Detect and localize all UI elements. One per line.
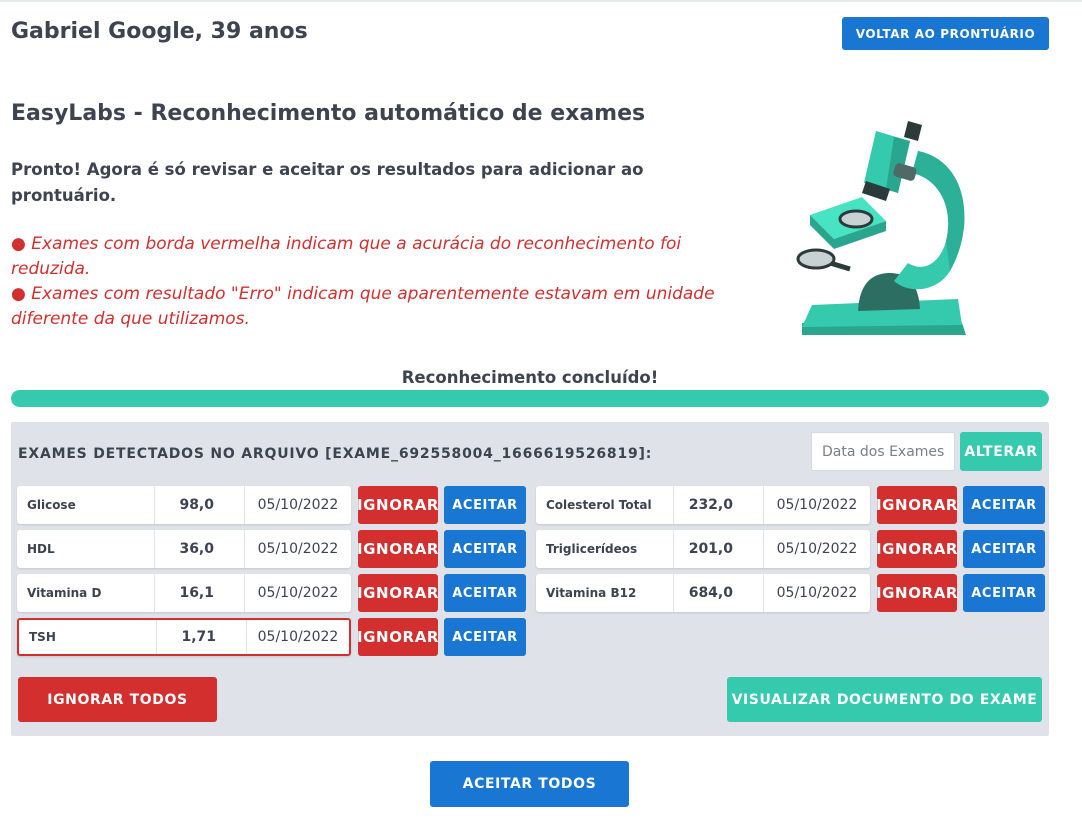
ignore-button[interactable]: IGNORAR (358, 574, 438, 612)
exam-date[interactable]: 05/10/2022 (257, 541, 339, 557)
accept-button[interactable]: ACEITAR (963, 486, 1045, 524)
exam-value[interactable]: 98,0 (155, 486, 245, 524)
exam-row-vitamina-b12 (536, 574, 1046, 612)
exam-card (536, 530, 870, 568)
exam-date-input[interactable] (811, 432, 955, 471)
exam-card (17, 574, 351, 612)
exam-row-tsh (17, 618, 527, 656)
ignore-button[interactable]: IGNORAR (358, 486, 438, 524)
exam-value[interactable]: 36,0 (155, 530, 245, 568)
page-subtitle: Pronto! Agora é só revisar e aceitar os resultados para adicionar ao prontuário. (11, 160, 644, 205)
change-date-button[interactable]: ALTERAR (960, 432, 1042, 471)
accept-button[interactable]: ACEITAR (444, 486, 526, 524)
exam-row-glicose (17, 486, 527, 524)
ignore-button[interactable]: IGNORAR (877, 530, 957, 568)
exam-date[interactable]: 05/10/2022 (257, 629, 339, 645)
exam-row-hdl (17, 530, 527, 568)
exam-name: Glicose (17, 486, 155, 524)
exam-date[interactable]: 05/10/2022 (776, 497, 858, 513)
top-divider (0, 0, 1082, 2)
progress-status: Reconhecimento concluído! (401, 368, 659, 387)
view-document-button[interactable]: VISUALIZAR DOCUMENTO DO EXAME (727, 677, 1042, 722)
accept-all-button[interactable]: ACEITAR TODOS (430, 761, 629, 807)
exam-name: Triglicerídeos (536, 530, 674, 568)
exam-card (536, 486, 870, 524)
exam-row-vitamina-d (17, 574, 527, 612)
detected-exams-panel (11, 422, 1049, 736)
exam-value[interactable]: 1,71 (157, 620, 247, 654)
page-title: EasyLabs - Reconhecimento automático de exames (11, 101, 646, 126)
exam-name: Vitamina D (17, 574, 155, 612)
ignore-all-button[interactable]: IGNORAR TODOS (18, 677, 217, 722)
exam-name: Colesterol Total (536, 486, 674, 524)
accept-button[interactable]: ACEITAR (444, 618, 526, 656)
patient-title: Gabriel Google, 39 anos (11, 19, 308, 44)
exam-date[interactable]: 05/10/2022 (257, 497, 339, 513)
exam-value[interactable]: 16,1 (155, 574, 245, 612)
exam-value[interactable]: 232,0 (674, 486, 764, 524)
exam-row-colesterol-total (536, 486, 1046, 524)
exam-value[interactable]: 201,0 (674, 530, 764, 568)
exam-date[interactable]: 05/10/2022 (776, 585, 858, 601)
note-red-border: ● Exames com borda vermelha indicam que a acurácia do reconhecimento foi reduzida. (11, 234, 682, 279)
ignore-button[interactable]: IGNORAR (877, 574, 957, 612)
back-to-record-button[interactable]: VOLTAR AO PRONTUÁRIO (842, 17, 1049, 50)
exam-name: HDL (17, 530, 155, 568)
exam-date[interactable]: 05/10/2022 (776, 541, 858, 557)
exam-card (17, 486, 351, 524)
ignore-button[interactable]: IGNORAR (358, 618, 438, 656)
microscope-icon (790, 113, 970, 343)
notes (11, 232, 731, 332)
exam-name: TSH (19, 620, 157, 654)
exam-card (17, 530, 351, 568)
ignore-button[interactable]: IGNORAR (877, 486, 957, 524)
exam-name: Vitamina B12 (536, 574, 674, 612)
exam-date[interactable]: 05/10/2022 (257, 585, 339, 601)
accept-button[interactable]: ACEITAR (963, 574, 1045, 612)
progress-bar (11, 390, 1049, 407)
note-error-result: ● Exames com resultado "Erro" indicam que aparentemente estavam em unidade diferente da que utilizamos. (11, 284, 715, 329)
accept-button[interactable]: ACEITAR (963, 530, 1045, 568)
exam-row-triglicerideos (536, 530, 1046, 568)
progress-fill (11, 390, 1049, 407)
panel-title: EXAMES DETECTADOS NO ARQUIVO [EXAME_692558004_1666619526819]: (18, 446, 653, 462)
exam-value[interactable]: 684,0 (674, 574, 764, 612)
accept-button[interactable]: ACEITAR (444, 530, 526, 568)
ignore-button[interactable]: IGNORAR (358, 530, 438, 568)
exam-card (536, 574, 870, 612)
exam-card-warning (17, 618, 351, 656)
accept-button[interactable]: ACEITAR (444, 574, 526, 612)
